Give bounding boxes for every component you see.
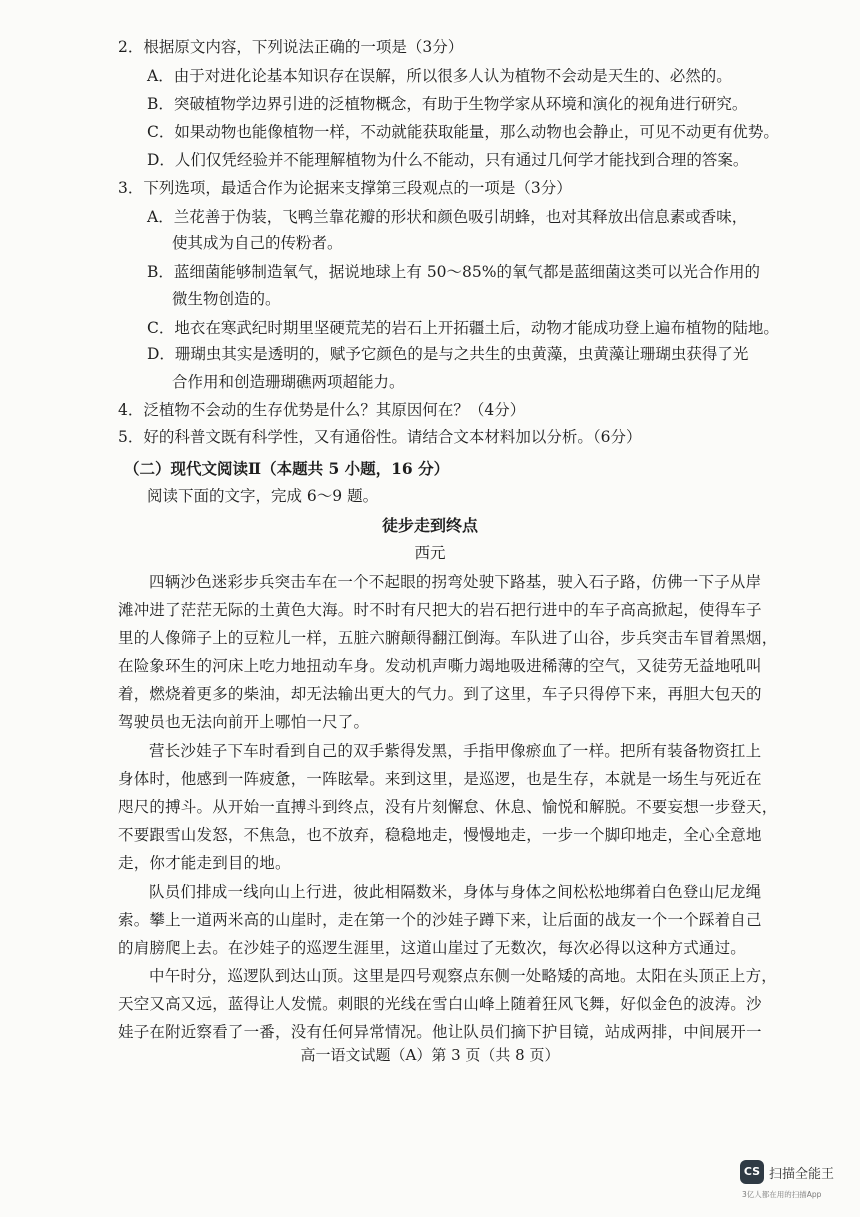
question-3-option-b: B．蓝细菌能够制造氧气，据说地球上有 50～85%的氧气都是蓝细菌这类可以光合作用的 [147, 263, 760, 281]
article-line: 四辆沙色迷彩步兵突击车在一个不起眼的拐弯处驶下路基，驶入石子路，仿佛一下子从岸 [149, 573, 762, 591]
article-line: 着，燃烧着更多的柴油，却无法输出更大的气力。到了这里，车子只得停下来，再胆大包天的 [118, 685, 762, 703]
section-instruction: 阅读下面的文字，完成 6～9 题。 [147, 487, 379, 505]
article-line: 走，你才能走到目的地。 [118, 854, 291, 872]
question-3-option-d: D．珊瑚虫其实是透明的，赋予它颜色的是与之共生的虫黄藻，虫黄藻让珊瑚虫获得了光 [147, 345, 749, 363]
article-line: 营长沙娃子下车时看到自己的双手紫得发黑，手指甲像瘀血了一样。把所有装备物资扛上 [149, 742, 762, 760]
question-2-option-d: D．人们仅凭经验并不能理解植物为什么不能动，只有通过几何学才能找到合理的答案。 [147, 151, 749, 169]
question-3-option-a: A．兰花善于伪装，飞鸭兰靠花瓣的形状和颜色吸引胡蜂，也对其释放出信息素或香味， [147, 208, 748, 226]
article-title: 徒步走到终点 [381, 516, 478, 535]
article-line: 身体时，他感到一阵疲惫，一阵眩晕。来到这里，是巡逻，也是生存，本就是一场生与死近在 [118, 770, 762, 788]
article-line: 天空又高又远，蓝得让人发慌。刺眼的光线在雪白山峰上随着狂风飞舞，好似金色的波涛。沙 [118, 995, 762, 1013]
article-line: 里的人像筛子上的豆粒儿一样，五脏六腑颠得翻江倒海。车队进了山谷，步兵突击车冒着黑烟， [118, 629, 778, 647]
question-3-option-c: C．地衣在寒武纪时期里坚硬荒芜的岩石上开拓疆土后，动物才能成功登上遍布植物的陆地。 [147, 319, 779, 337]
article-line: 咫尺的搏斗。从开始一直搏斗到终点，没有片刻懈怠、休息、愉悦和解脱。不要妄想一步登天， [118, 798, 778, 816]
article-author: 西元 [414, 544, 446, 562]
question-3-stem: 3．下列选项，最适合作为论据来支撑第三段观点的一项是（3分） [118, 179, 572, 197]
article-line: 驾驶员也无法向前开上哪怕一尺了。 [118, 713, 370, 731]
watermark-app-name: 扫描全能王 [769, 1167, 835, 1182]
article-line: 索。攀上一道两米高的山崖时，走在第一个的沙娃子蹲下来，让后面的战友一个一个踩着自己 [118, 911, 762, 929]
question-4: 4．泛植物不会动的生存优势是什么？其原因何在？（4分） [118, 401, 526, 419]
article-line: 在险象环生的河床上吃力地扭动车身。发动机声嘶力竭地吸进稀薄的空气，又徒劳无益地吼叫 [118, 657, 762, 675]
article-line: 队员们排成一线向山上行进，彼此相隔数米，身体与身体之间松松地绑着白色登山尼龙绳 [149, 883, 762, 901]
section-heading: （二）现代文阅读Ⅱ（本题共 5 小题，16 分） [124, 459, 450, 478]
article-line: 中午时分，巡逻队到达山顶。这里是四号观察点东侧一处略矮的高地。太阳在头顶正上方， [149, 967, 778, 985]
question-2-option-a: A．由于对进化论基本知识存在误解，所以很多人认为植物不会动是天生的、必然的。 [147, 67, 732, 85]
question-5: 5．好的科普文既有科学性，又有通俗性。请结合文本材料加以分析。（6分） [118, 428, 642, 446]
article-line: 不要跟雪山发怒，不焦急，也不放弃，稳稳地走，慢慢地走，一步一个脚印地走，全心全意地 [118, 826, 762, 844]
watermark-tagline: 3亿人都在用的扫描App [742, 1190, 822, 1199]
question-3-option-a-cont: 使其成为自己的传粉者。 [172, 234, 343, 252]
question-2-option-c: C．如果动物也能像植物一样，不动就能获取能量，那么动物也会静止，可见不动更有优势。 [147, 123, 779, 141]
camscanner-logo-icon: CS [740, 1160, 764, 1184]
page-footer: 高一语文试题（A）第 3 页（共 8 页） [300, 1046, 560, 1064]
article-line: 滩冲进了茫茫无际的土黄色大海。时不时有尺把大的岩石把行进中的车子高高掀起，使得车子 [118, 601, 762, 619]
question-2-option-b: B．突破植物学边界引进的泛植物概念，有助于生物学家从环境和演化的视角进行研究。 [147, 95, 748, 113]
question-3-option-b-cont: 微生物创造的。 [172, 290, 281, 308]
article-line: 娃子在附近察看了一番，没有任何异常情况。他让队员们摘下护目镜，站成两排，中间展开一 [118, 1023, 762, 1041]
question-3-option-d-cont: 合作用和创造珊瑚礁两项超能力。 [172, 373, 405, 391]
question-2-stem: 2．根据原文内容，下列说法正确的一项是（3分） [118, 38, 464, 56]
article-line: 的肩膀爬上去。在沙娃子的巡逻生涯里，这道山崖过了无数次，每次必得以这种方式通过。 [118, 939, 747, 957]
